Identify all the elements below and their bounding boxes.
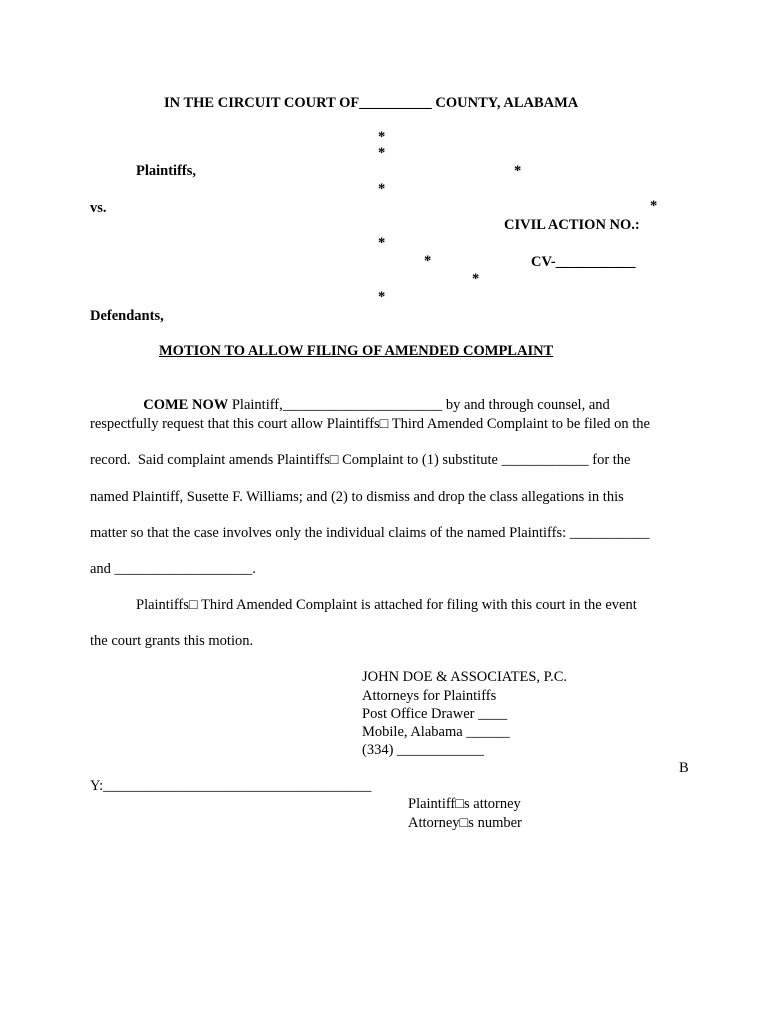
firm-city: Mobile, Alabama ______ bbox=[362, 724, 510, 740]
body-line: record. Said complaint amends Plaintiffs□ Complaint to (1) substitute ____________ for the bbox=[90, 452, 631, 468]
plaintiffs-label: Plaintiffs, bbox=[136, 163, 197, 179]
attorney-number: Attorney□s number bbox=[408, 815, 522, 831]
body-line: respectfully request that this court allow Plaintiffs□ Third Amended Complaint to be filed on the bbox=[90, 416, 650, 432]
caption-asterisk: * bbox=[378, 181, 386, 197]
body-text: Plaintiff,______________________ by and through counsel, and bbox=[228, 397, 610, 413]
body-line: Plaintiffs□ Third Amended Complaint is attached for filing with this court in the event bbox=[136, 597, 637, 613]
caption-asterisk: * bbox=[424, 253, 432, 269]
civil-action-label: CIVIL ACTION NO.: bbox=[504, 217, 640, 233]
caption-asterisk: * bbox=[378, 129, 386, 145]
body-line bbox=[136, 378, 610, 414]
firm-po-box: Post Office Drawer ____ bbox=[362, 706, 508, 722]
body-line: matter so that the case involves only the individual claims of the named Plaintiffs: ___________ bbox=[90, 525, 650, 541]
body-line: the court grants this motion. bbox=[90, 633, 254, 649]
body-line: named Plaintiff, Susette F. Williams; and (2) to dismiss and drop the class allegations in this bbox=[90, 489, 624, 505]
caption-asterisk: * bbox=[650, 198, 658, 214]
caption-asterisk: * bbox=[378, 235, 386, 251]
caption-asterisk: * bbox=[472, 271, 480, 287]
firm-phone: (334) ____________ bbox=[362, 742, 485, 758]
firm-name: JOHN DOE & ASSOCIATES, P.C. bbox=[362, 669, 568, 685]
come-now-text: COME NOW bbox=[143, 397, 229, 413]
caption-asterisk: * bbox=[378, 289, 386, 305]
vs-label: vs. bbox=[90, 200, 107, 216]
court-heading: IN THE CIRCUIT COURT OF__________ COUNTY, ALABAMA bbox=[164, 95, 579, 111]
attorney-name: Plaintiff□s attorney bbox=[408, 796, 521, 812]
signature-by-b: B bbox=[679, 760, 689, 776]
firm-role: Attorneys for Plaintiffs bbox=[362, 688, 497, 704]
case-number: CV-___________ bbox=[531, 254, 636, 270]
caption-asterisk: * bbox=[514, 163, 522, 179]
caption-asterisk: * bbox=[378, 145, 386, 161]
motion-title: MOTION TO ALLOW FILING OF AMENDED COMPLAINT bbox=[159, 343, 554, 359]
signature-line: Y:_____________________________________ bbox=[90, 778, 372, 794]
defendants-label: Defendants, bbox=[90, 308, 164, 324]
body-line: and ___________________. bbox=[90, 561, 256, 577]
